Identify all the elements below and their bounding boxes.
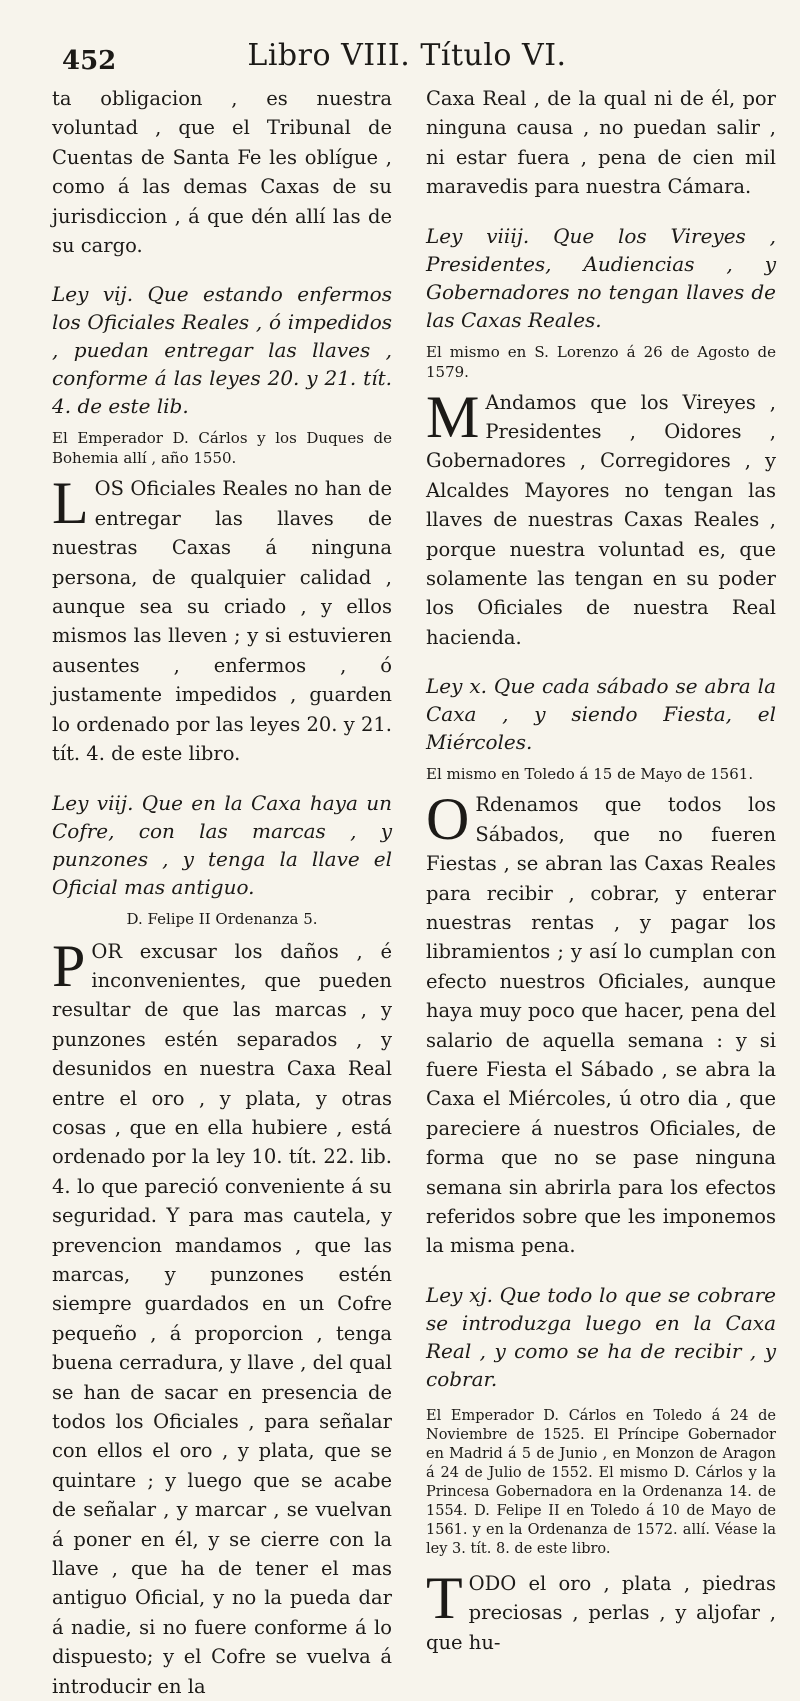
right-column xyxy=(426,84,776,1657)
ley-7-title: Ley vij. Que estando enfermos los Oficiales Reales , ó impedidos , puedan entregar las llaves , conforme á las leyes 20. y 21. tít. 4. de este lib. xyxy=(52,280,392,420)
ley-7-body: OS Oficiales Reales no han de entregar las llaves de nuestras Caxas á ninguna persona, de qualquier calidad , aunque sea su criado , y ellos mismos las lleven ; y si estuvieren ausentes , enfermos , ó justamente impedidos , guarden lo ordenado por las leyes 20. y 21. tít. 4. de este libro. xyxy=(52,477,392,765)
ley-8-source: D. Felipe II Ordenanza 5. xyxy=(52,909,392,929)
ley-7-source: El Emperador D. Cárlos y los Duques de Bohemia allí , año 1550. xyxy=(52,428,392,468)
running-title: Libro VIII. Título VI. xyxy=(62,38,752,73)
drop-cap: M xyxy=(426,392,479,442)
page-header xyxy=(62,38,752,78)
continued-paragraph: ta obligacion , es nuestra voluntad , que el Tribunal de Cuentas de Santa Fe les oblígue , como á las demas Caxas de su jurisdiccion , á que dén allí las de su cargo. xyxy=(52,84,392,260)
drop-cap: T xyxy=(426,1573,463,1623)
ley-10-body: Rdenamos que todos los Sábados, que no fueren Fiestas , se abran las Caxas Reales para recibir , cobrar, y enterar nuestras rentas , y pagar los libramientos ; y así lo cumplan con efecto nuestros Oficiales, aunque haya muy poco que hacer, pena del salario de aquella semana : y si fuere Fiesta el Sábado , se abra la Caxa el Miércoles, ú otro dia , que pareciere á nuestros Oficiales, de forma que no se pase ninguna semana sin abrirla para los efectos referidos sobre que les imponemos la misma pena. xyxy=(426,793,776,1257)
ley-7-text xyxy=(52,474,392,768)
drop-cap: P xyxy=(52,941,85,991)
ley-11-title: Ley xj. Que todo lo que se cobrare se introduzga luego en la Caxa Real , y como se ha de recibir , y cobrar. xyxy=(426,1281,776,1393)
ley-8-text xyxy=(52,937,392,1701)
drop-cap: L xyxy=(52,478,89,528)
ley-8-title: Ley viij. Que en la Caxa haya un Cofre, con las marcas , y punzones , y tenga la llave el Oficial mas antiguo. xyxy=(52,789,392,901)
ley-9-source: El mismo en S. Lorenzo á 26 de Agosto de 1579. xyxy=(426,342,776,382)
ley-10-source: El mismo en Toledo á 15 de Mayo de 1561. xyxy=(426,764,776,784)
ley-9-title: Ley viiij. Que los Vireyes , Presidentes, Audiencias , y Gobernadores no tengan llaves de las Caxas Reales. xyxy=(426,222,776,334)
ley-9-body: Andamos que los Vireyes , Presidentes , Oidores , Gobernadores , Corregidores , y Alcaldes Mayores no tengan las llaves de nuestras Caxas Reales , porque nuestra voluntad es, que solamente las tengan en su poder los Oficiales de nuestra Real hacienda. xyxy=(426,391,776,649)
ley-8-body: OR excusar los daños , é inconvenientes, que pueden resultar de que las marcas , y punzones estén separados , y desunidos en nuestra Caxa Real entre el oro , y plata, y otras cosas , que en ella hubiere , está ordenado por la ley 10. tít. 22. lib. 4. lo que pareció conveniente á su seguridad. Y para mas cautela, y prevencion mandamos , que las marcas, y punzones estén siempre guardados en un Cofre pequeño , á proporcion , tenga buena cerradura, y llave , del qual se han de sacar en presencia de todos los Oficiales , para señalar con ellos el oro , y plata, que se quintare ; y luego que se acabe de señalar , y marcar , se vuelvan á poner en él, y se cierre con la llave , que ha de tener el mas antiguo Oficial, y no la pueda dar á nadie, si no fuere conforme á lo dispuesto; y el Cofre se vuelva á introducir en la xyxy=(52,940,392,1698)
drop-cap: O xyxy=(426,794,469,844)
ley-10-title: Ley x. Que cada sábado se abra la Caxa , y siendo Fiesta, el Miércoles. xyxy=(426,672,776,756)
left-column xyxy=(52,84,392,1701)
continued-paragraph: Caxa Real , de la qual ni de él, por ninguna causa , no puedan salir , ni estar fuera , pena de cien mil maravedis para nuestra Cámara. xyxy=(426,84,776,202)
page-number: 452 xyxy=(62,46,116,76)
ley-11-source: El Emperador D. Cárlos en Toledo á 24 de Noviembre de 1525. El Príncipe Gobernador en Madrid á 5 de Junio , en Monzon de Aragon á 24 de Julio de 1552. El mismo D. Cárlos y la Princesa Gobernadora en la Ordenanza 14. de 1554. D. Felipe II en Toledo á 10 de Mayo de 1561. y en la Ordenanza de 1572. allí. Véase la ley 3. tít. 8. de este libro. xyxy=(426,1407,776,1559)
ley-11-body: ODO el oro , plata , piedras preciosas , perlas , y aljofar , que hu- xyxy=(426,1572,776,1654)
ley-10-text xyxy=(426,790,776,1261)
ley-9-text xyxy=(426,388,776,653)
ley-11-text xyxy=(426,1569,776,1657)
